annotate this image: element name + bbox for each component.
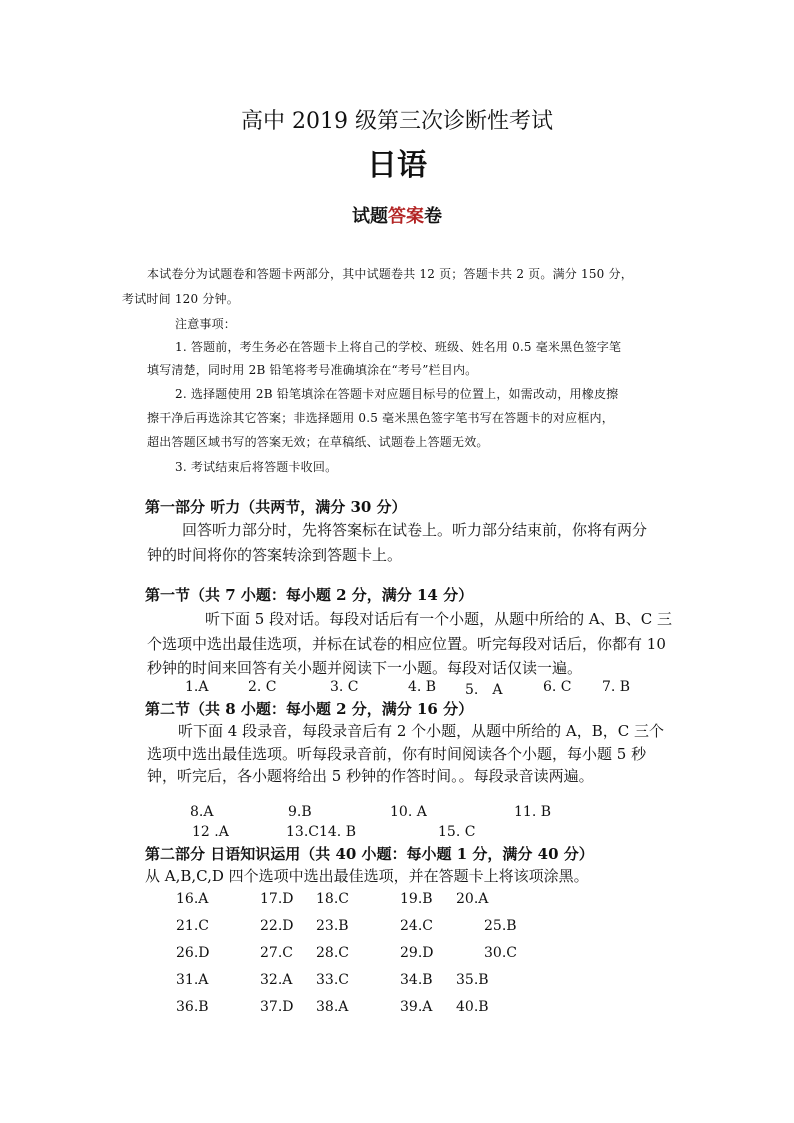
- answer-item: 32.A: [260, 972, 293, 988]
- answer-item: 37.D: [260, 999, 294, 1015]
- answer-item: 10. A: [390, 804, 427, 820]
- answer-item: 19.B: [400, 891, 433, 907]
- answer-item: 9.B: [288, 804, 312, 820]
- answer-item: 13.C14. B: [286, 824, 356, 840]
- subtitle-highlight: 答案: [388, 206, 424, 227]
- answer-item: 18.C: [316, 891, 349, 907]
- subtitle-prefix: 试题: [352, 206, 388, 227]
- answer-item: 20.A: [456, 891, 489, 907]
- answer-item: 28.C: [316, 945, 349, 961]
- answer-item: 21.C: [176, 918, 209, 934]
- answer-item: 24.C: [400, 918, 433, 934]
- part2-answers-row: [0, 918, 794, 940]
- answer-item: 22.D: [260, 918, 294, 934]
- answer-item: 39.A: [400, 999, 433, 1015]
- section1-answers: [0, 679, 794, 699]
- exam-title: 高中 2019 级第三次诊断性考试: [241, 109, 553, 134]
- part1-desc: 回答听力部分时，先将答案标在试卷上。听力部分结束前，你将有两分: [182, 521, 648, 539]
- answer-item: 31.A: [176, 972, 209, 988]
- answer-item: 8.A: [190, 804, 214, 820]
- answer-item: 29.D: [400, 945, 434, 961]
- answer-item: 4. B: [408, 679, 437, 695]
- section2-answers-row: [0, 824, 794, 844]
- section2-answers-row: [0, 804, 794, 824]
- answer-item: 3. C: [330, 679, 359, 695]
- answer-item: 33.C: [316, 972, 349, 988]
- intro-line-2: 考试时间 120 分钟。: [122, 292, 239, 306]
- section2-heading: 第二节（共 8 小题：每小题 2 分，满分 16 分）: [145, 700, 474, 718]
- notice-item: 超出答题区域书写的答案无效；在草稿纸、试题卷上答题无效。: [147, 435, 489, 449]
- part2-answers-row: [0, 891, 794, 913]
- section1-desc: 听下面 5 段对话。每段对话后有一个小题，从题中所给的 A、B、C 三: [205, 610, 672, 628]
- answer-item: 5. A: [465, 682, 503, 698]
- subject-title: 日语: [367, 148, 427, 183]
- answer-item: 15. C: [438, 824, 476, 840]
- answer-item: 30.C: [484, 945, 517, 961]
- notice-item: 1. 答题前，考生务必在答题卡上将自己的学校、班级、姓名用 0.5 毫米黑色签字笔: [175, 340, 622, 354]
- subtitle-suffix: 卷: [424, 206, 442, 227]
- paper-subtitle: [0, 202, 794, 228]
- answer-item: 1.A: [185, 679, 209, 695]
- answer-item: 25.B: [484, 918, 517, 934]
- answer-item: 6. C: [543, 679, 572, 695]
- intro-line-1: 本试卷分为试题卷和答题卡两部分，其中试题卷共 12 页；答题卡共 2 页。满分 150 分，: [147, 267, 633, 281]
- answer-item: 34.B: [400, 972, 433, 988]
- part2-answers-row: [0, 999, 794, 1021]
- answer-item: 2. C: [248, 679, 277, 695]
- answer-item: 12 .A: [192, 824, 229, 840]
- section1-desc: 秒钟的时间来回答有关小题并阅读下一小题。每段对话仅读一遍。: [147, 659, 583, 677]
- part1-heading: 第一部分 听力（共两节，满分 30 分）: [145, 498, 407, 516]
- part2-heading: 第二部分 日语知识运用（共 40 小题：每小题 1 分，满分 40 分）: [145, 845, 594, 863]
- notice-item: 填写清楚，同时用 2B 铅笔将考号准确填涂在“考号”栏目内。: [147, 363, 478, 377]
- answer-item: 35.B: [456, 972, 489, 988]
- answer-item: 23.B: [316, 918, 349, 934]
- answer-item: 27.C: [260, 945, 293, 961]
- answer-item: 11. B: [514, 804, 552, 820]
- section1-heading: 第一节（共 7 小题：每小题 2 分，满分 14 分）: [145, 586, 474, 604]
- notice-item: 2. 选择题使用 2B 铅笔填涂在答题卡对应题目标号的位置上，如需改动，用橡皮擦: [175, 387, 619, 401]
- answer-item: 16.A: [176, 891, 209, 907]
- part2-answers-row: [0, 972, 794, 994]
- answer-item: 36.B: [176, 999, 209, 1015]
- answer-item: 40.B: [456, 999, 489, 1015]
- notice-item: 3. 考试结束后将答题卡收回。: [175, 460, 338, 474]
- section1-desc: 个选项中选出最佳选项，并标在试卷的相应位置。听完每段对话后，你都有 10: [147, 635, 666, 653]
- notice-item: 擦干净后再选涂其它答案；非选择题用 0.5 毫米黑色签字笔书写在答题卡的对应框内，: [147, 411, 614, 425]
- answer-item: 17.D: [260, 891, 294, 907]
- section2-desc: 钟，听完后，各小题将给出 5 秒钟的作答时间。。每段录音读两遍。: [147, 767, 594, 785]
- part2-answers-row: [0, 945, 794, 967]
- section2-desc: 听下面 4 段录音，每段录音后有 2 个小题，从题中所给的 A，B，C 三个: [178, 722, 665, 740]
- answer-item: 7. B: [602, 679, 631, 695]
- section2-desc: 选项中选出最佳选项。听每段录音前，你有时间阅读各个小题，每小题 5 秒: [147, 745, 647, 763]
- part2-desc: 从 A,B,C,D 四个选项中选出最佳选项，并在答题卡上将该项涂黑。: [145, 867, 589, 885]
- answer-item: 38.A: [316, 999, 349, 1015]
- part1-desc: 钟的时间将你的答案转涂到答题卡上。: [147, 546, 403, 564]
- notice-title: 注意事项：: [175, 317, 237, 331]
- answer-item: 26.D: [176, 945, 210, 961]
